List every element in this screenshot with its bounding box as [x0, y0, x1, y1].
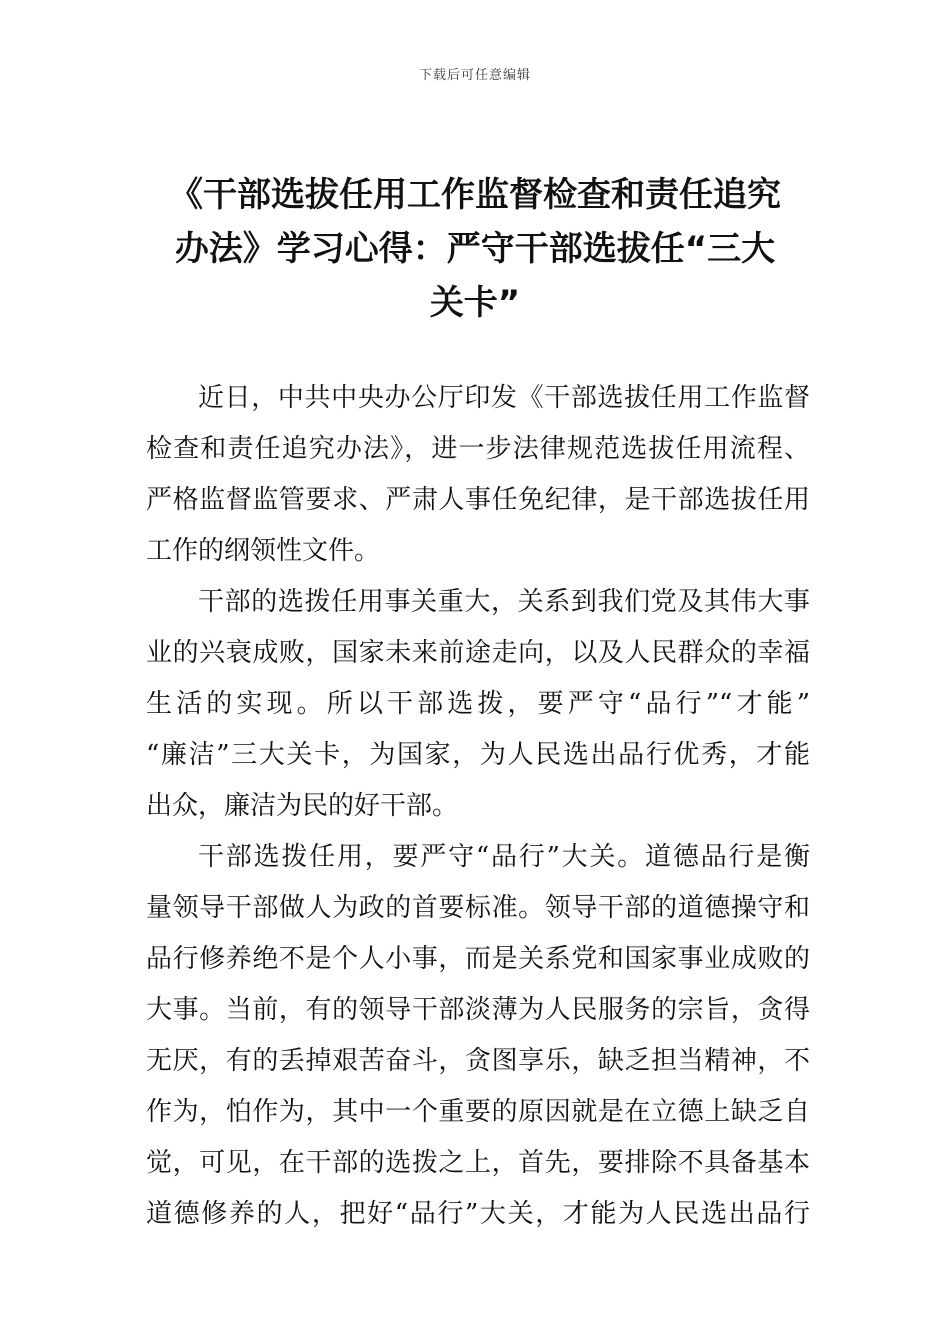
document-body [146, 373, 810, 1240]
text-line: 大事。当前，有的领导干部淡薄为人民服务的宗旨，贪得 [146, 995, 810, 1025]
paragraph-3 [146, 832, 810, 1240]
title-line: 办法》学习心得：严守干部选拔任“三大 [174, 229, 776, 269]
text-line: 严格监督监管要求、严肃人事任免纪律，是干部选拔任用 [146, 485, 810, 515]
text-line: 干部选拨任用，要严守“品行”大关。道德品行是衡 [198, 842, 810, 872]
text-line: 工作的纲领性文件。 [146, 536, 381, 566]
paragraph-2 [146, 577, 810, 832]
text-line: 品行修养绝不是个人小事，而是关系党和国家事业成败的 [146, 944, 810, 974]
text-line: 干部的选拨任用事关重大，关系到我们党及其伟大事 [198, 587, 810, 617]
text-line: 生活的实现。所以干部选拨，要严守“品行”“才能” [146, 689, 810, 719]
text-line: 觉，可见，在干部的选拨之上，首先，要排除不具备基本 [146, 1148, 810, 1178]
text-line: 近日，中共中央办公厅印发《干部选拔任用工作监督 [198, 383, 810, 413]
text-line: 业的兴衰成败，国家未来前途走向，以及人民群众的幸福 [146, 638, 810, 668]
document-title [130, 168, 820, 330]
title-line: 《干部选拔任用工作监督检查和责任追究 [169, 175, 781, 215]
paragraph-1 [146, 373, 810, 577]
title-line: 关卡” [429, 283, 521, 323]
text-line: 出众，廉洁为民的好干部。 [146, 791, 459, 821]
text-line: 道德修养的人，把好“品行”大关，才能为人民选出品行 [146, 1199, 810, 1229]
text-line: “廉洁”三大关卡，为国家，为人民选出品行优秀，才能 [146, 740, 810, 770]
header-note: 下载后可任意编辑 [418, 68, 531, 83]
text-line: 无厌，有的丢掉艰苦奋斗，贪图享乐，缺乏担当精神，不 [146, 1046, 810, 1076]
text-line: 量领导干部做人为政的首要标准。领导干部的道德操守和 [146, 893, 810, 923]
text-line: 作为，怕作为，其中一个重要的原因就是在立德上缺乏自 [146, 1097, 810, 1127]
text-line: 检查和责任追究办法》，进一步法律规范选拔任用流程、 [146, 434, 810, 464]
